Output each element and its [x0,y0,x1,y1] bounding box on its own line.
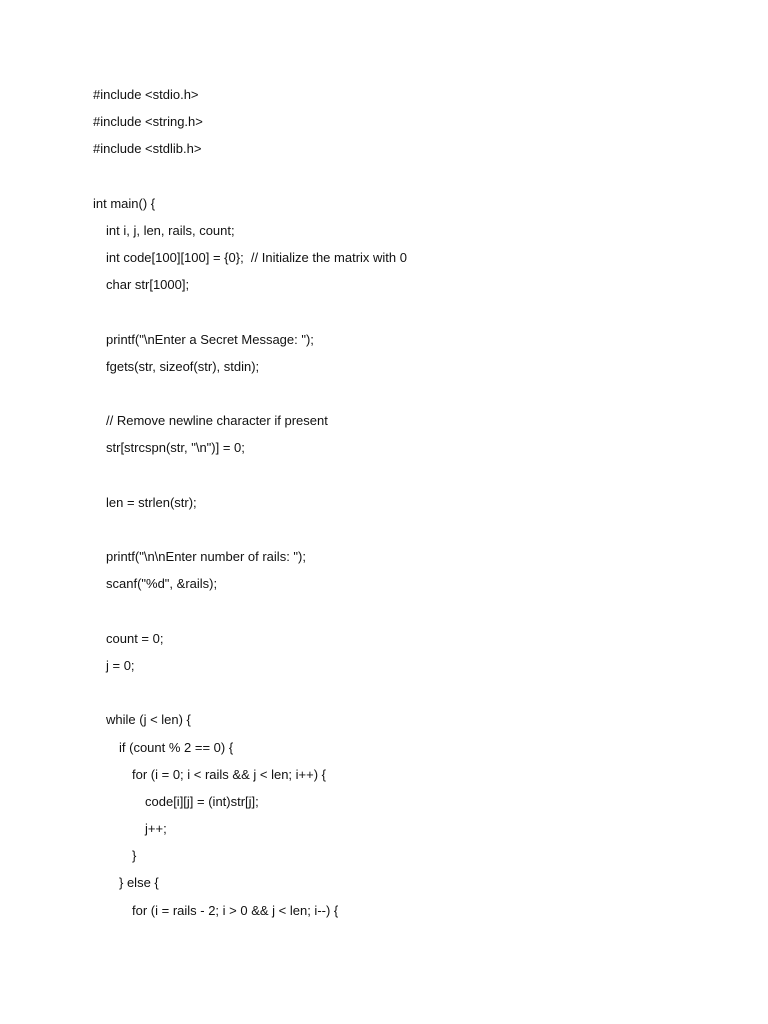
code-line: printf("\nEnter a Secret Message: "); [106,331,314,347]
blank-line [93,602,733,629]
code-line: len = strlen(str); [106,494,197,510]
code-line: #include <string.h> [93,114,203,130]
blank-line [93,167,733,194]
code-line: int i, j, len, rails, count; [106,222,235,238]
code-line: #include <stdlib.h> [93,141,202,157]
blank-line [93,520,733,547]
code-line: fgets(str, sizeof(str), stdin); [106,358,260,374]
code-line: } else { [119,875,159,891]
code-line: if (count % 2 == 0) { [119,739,234,755]
code-line: j++; [145,821,167,837]
blank-line [93,466,733,493]
code-line: // Remove newline character if present [106,413,328,429]
code-line: while (j < len) { [106,712,191,728]
blank-line [93,384,733,411]
code-line: } [132,848,137,864]
code-line: code[i][j] = (int)str[j]; [145,793,259,809]
code-line: for (i = 0; i < rails && j < len; i++) { [132,766,327,782]
code-line: char str[1000]; [106,277,190,293]
code-line: scanf("%d", &rails); [106,576,218,592]
code-line: #include <stdio.h> [93,87,199,102]
blank-line [93,303,733,330]
blank-line [93,683,733,710]
code-line: printf("\n\nEnter number of rails: "); [106,549,306,565]
code-line: int code[100][100] = {0}; // Initialize the matrix with 0 [106,250,407,266]
code-line: str[strcspn(str, "\n")] = 0; [106,440,245,456]
code-line: count = 0; [106,630,164,646]
code-line: for (i = rails - 2; i > 0 && j < len; i--) { [132,902,339,918]
code-listing [93,85,733,928]
code-line: j = 0; [106,657,135,673]
code-line: int main() { [93,195,156,211]
